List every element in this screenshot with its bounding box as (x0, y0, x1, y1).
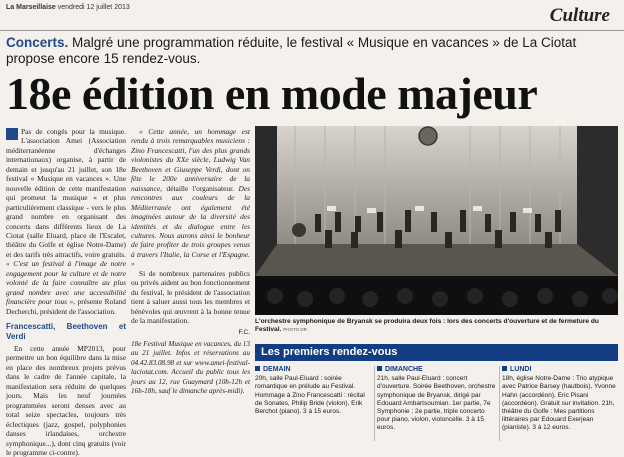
kicker-text: Malgré une programmation réduite, le festival « Musique en vacances » de La Ciotat propose encore 15 rendez-vous. (6, 35, 577, 66)
masthead-paper (6, 4, 130, 11)
article-paragraph-4: Si de nombreux partenaires publics ou privés aident au bon fonctionnement du festival, le président de l'association tient à saluer aussi tous les membres et bénévoles qui œuvrent à la bonne tenue de la manifestation. (131, 268, 250, 326)
masthead-rule (0, 30, 624, 31)
issue-date: vendredi 12 juillet 2013 (57, 4, 130, 11)
schedule-day-1 (255, 366, 371, 416)
photo-credit: PHOTO DR (283, 327, 307, 332)
schedule-day-text: 18h, église Notre-Dame : Trio atypique avec Patrice Barsey (hautbois), Yvonne Hahn (accordéon), Eric Pisani (accordéon). Gratuit sur invitation. 21h, théâtre du Golfe : Mes partitions littéraires par Edouard Exerjean (pianiste). 3 à 12 euros. (502, 375, 616, 432)
headline: 18e édition en mode majeur (6, 68, 538, 119)
article-column-2 (131, 127, 250, 397)
schedule-band (255, 344, 618, 361)
p3-mid: , détaille l'organisateur. (160, 183, 239, 193)
p1-end: , présente Roland Decherchi, président de l'association. (6, 297, 126, 316)
p1-quote: « C'est un festival à l'image de notre engagement pour la culture et de notre volonté de la faire connaître au plus grand nombre avec une accessibilité financière pour tous » (6, 259, 126, 307)
schedule-day-text: 20h, salle Paul-Eluard : soirée romantique en prélude au Festival. Hommage à Zino Francescatti : récital de Sonates, Philip Bride (violon), Erik Berchot (piano). 3 à 15 euros. (255, 375, 365, 416)
orchestra-illustration (255, 126, 618, 315)
schedule-divider (499, 366, 500, 441)
schedule-day-label: DIMANCHE (377, 366, 496, 374)
schedule-title: Les premiers rendez-vous (261, 346, 398, 358)
p3-quote-2: Des rencontres aux couleurs de la Méditerranée ont également été imaginées autour de la diversité des identités et du dialogue entre les cultures. Nous aurons ainsi le bonheur de faire profiter de trois groupes venus à travers l'Italie, la Corse et l'Espagne. » (131, 183, 250, 269)
article-column-1 (6, 127, 126, 457)
section-title: Culture (549, 5, 610, 26)
schedule-day-3 (502, 366, 618, 433)
schedule-divider (374, 366, 375, 441)
schedule-day-2 (377, 366, 496, 433)
schedule-day-label: DEMAIN (255, 366, 371, 374)
article-paragraph-2: En cette année MP2013, pour permettre un bon équilibre dans la mise en place des nombreux projets prévus dans le cadre de l'année capitale, la manifestation sera réduite de quelques jours. Mais les neuf journées programmées seront denses avec au total seize spectacles, toujours très éclectiques (jazz, gospel, polyphonies danses irlandaises, orchestre symphonique...), dont cinq gratuits (voir le programme ci-contre). (6, 343, 126, 457)
masthead (0, 0, 624, 32)
caption-text: L'orchestre symphonique de Bryansk se produira deux fois : lors des concerts d'ouverture et de fermeture du Festival. (255, 318, 599, 333)
article-subhead: Francescatti, Beethoven et Verdi (6, 322, 126, 341)
paper-name: La Marseillaise (6, 4, 56, 11)
article-signature: F.C. (238, 328, 250, 336)
kicker (6, 35, 596, 67)
p3-quote: « Cette année, un hommage est rendu à trois remarquables musiciens : Zino Francescatti, l'un des plus grands violonistes du XXe siècle, Ludwig Van Beethoven et Giuseppe Verdi, dont on fête le 200e anniversaire de la naissance (131, 127, 250, 193)
article-paragraph-3 (131, 127, 250, 269)
kicker-lead: Concerts. (6, 35, 69, 50)
photo-caption (255, 318, 618, 334)
dropcap (6, 128, 18, 140)
article-paragraph-1 (6, 127, 126, 316)
orchestra-photo (255, 126, 618, 315)
schedule-day-label: LUNDI (502, 366, 618, 374)
p1-text: Pas de congés pour la musique. L'association Amei (Association méditerranéenne d'échanges internationaux) organise, à partir de demain et jusqu'au 21 juillet, son 18e festival « Musique en vacances ». Une nouvelle édition de cette manifestation qui promeut la musique « et plus particulièrement classique - vers le plus grand nombre en organisant des concerts dans différents lieux de La Ciotat (salle Eluard, place de l'Escalet, théâtre du Golfe et église Notre-Dame) et des tarifs très attractifs, voire gratuits. (6, 127, 126, 259)
article-info-box: 18e Festival Musique en vacances, du 13 au 21 juillet. Infos et réservations au 04.42.83.08.98 et sur www.amei-festival-laciotat.com. Accueil du public tous les jours au 12, rue Guaymard (10h-12h et 16h-18h, sauf le dimanche après-midi). (131, 339, 250, 396)
schedule-day-text: 21h, salle Paul-Eluard : concert d'ouverture. Soirée Beethoven, orchestre symphonique de Bryansk, dirigé par Edouard Ambartsoumian. 1er partie, 7e Symphonie ; 2e partie, triple concerto pour piano, violon, violoncelle. 3 à 15 euros. (377, 375, 496, 432)
